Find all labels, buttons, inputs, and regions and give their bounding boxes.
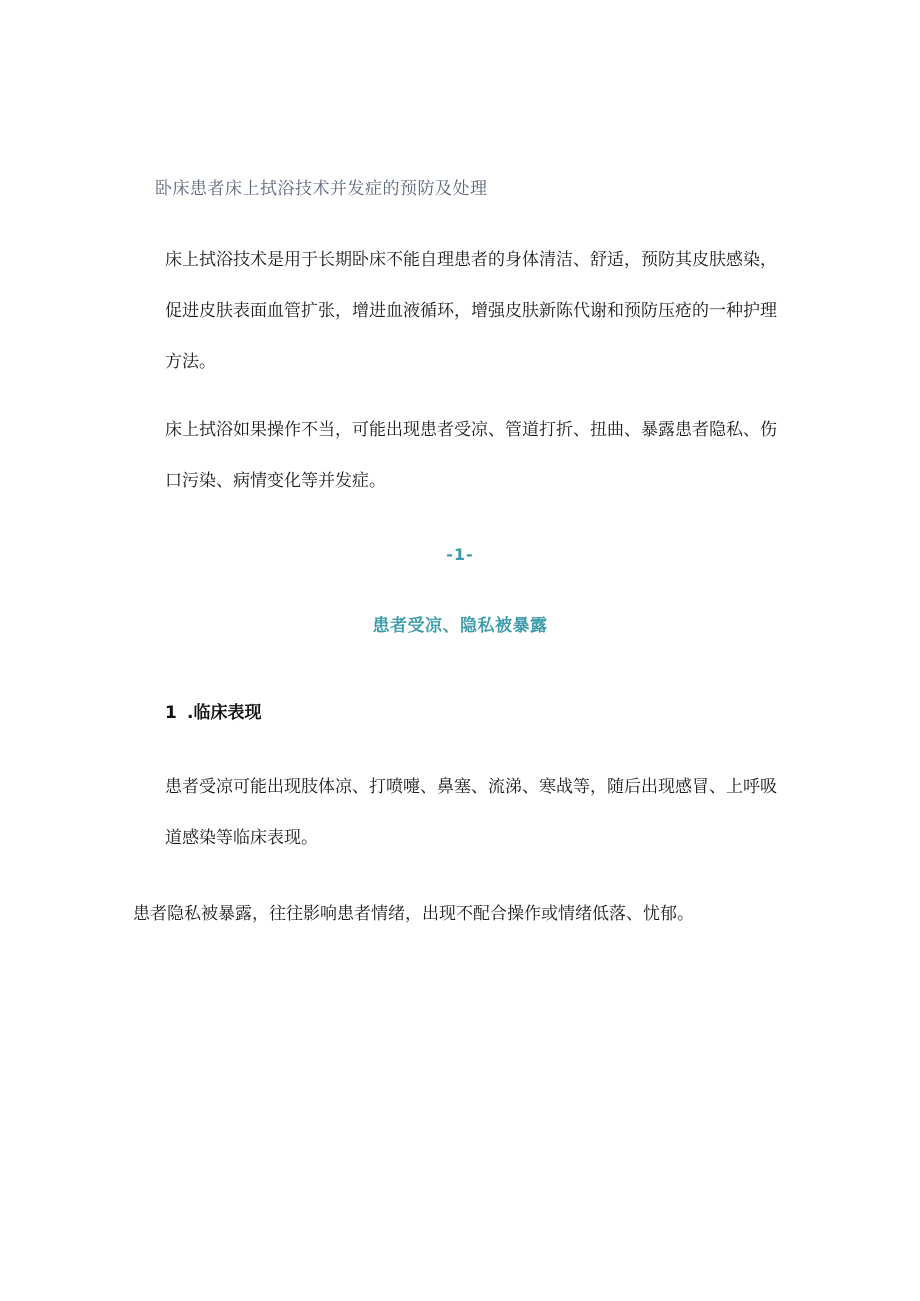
section-number: -1-	[446, 545, 474, 564]
subheading-number: 1	[165, 703, 177, 723]
intro-paragraph-1: 床上拭浴技术是用于长期卧床不能自理患者的身体清洁、舒适，预防其皮肤感染，促进皮肤表面血管扩张，增进血液循环，增强皮肤新陈代谢和预防压疮的一种护理方法。	[165, 250, 777, 372]
section-paragraph-2: 患者隐私被暴露，往往影响患者情绪，出现不配合操作或情绪低落、忧郁。	[133, 904, 694, 924]
subheading-text: .临床表现	[187, 703, 262, 723]
intro-paragraph-2: 床上拭浴如果操作不当，可能出现患者受凉、管道打折、扭曲、暴露患者隐私、伤口污染、病情变化等并发症。	[165, 420, 777, 491]
document-title: 卧床患者床上拭浴技术并发症的预防及处理	[155, 179, 488, 199]
section-title: 患者受凉、隐私被暴露	[372, 616, 548, 636]
section-paragraph-1: 患者受凉可能出现肢体凉、打喷嚏、鼻塞、流涕、寒战等，随后出现感冒、上呼吸道感染等临床表现。	[165, 777, 777, 848]
subheading-clinical-manifestation	[165, 698, 261, 723]
